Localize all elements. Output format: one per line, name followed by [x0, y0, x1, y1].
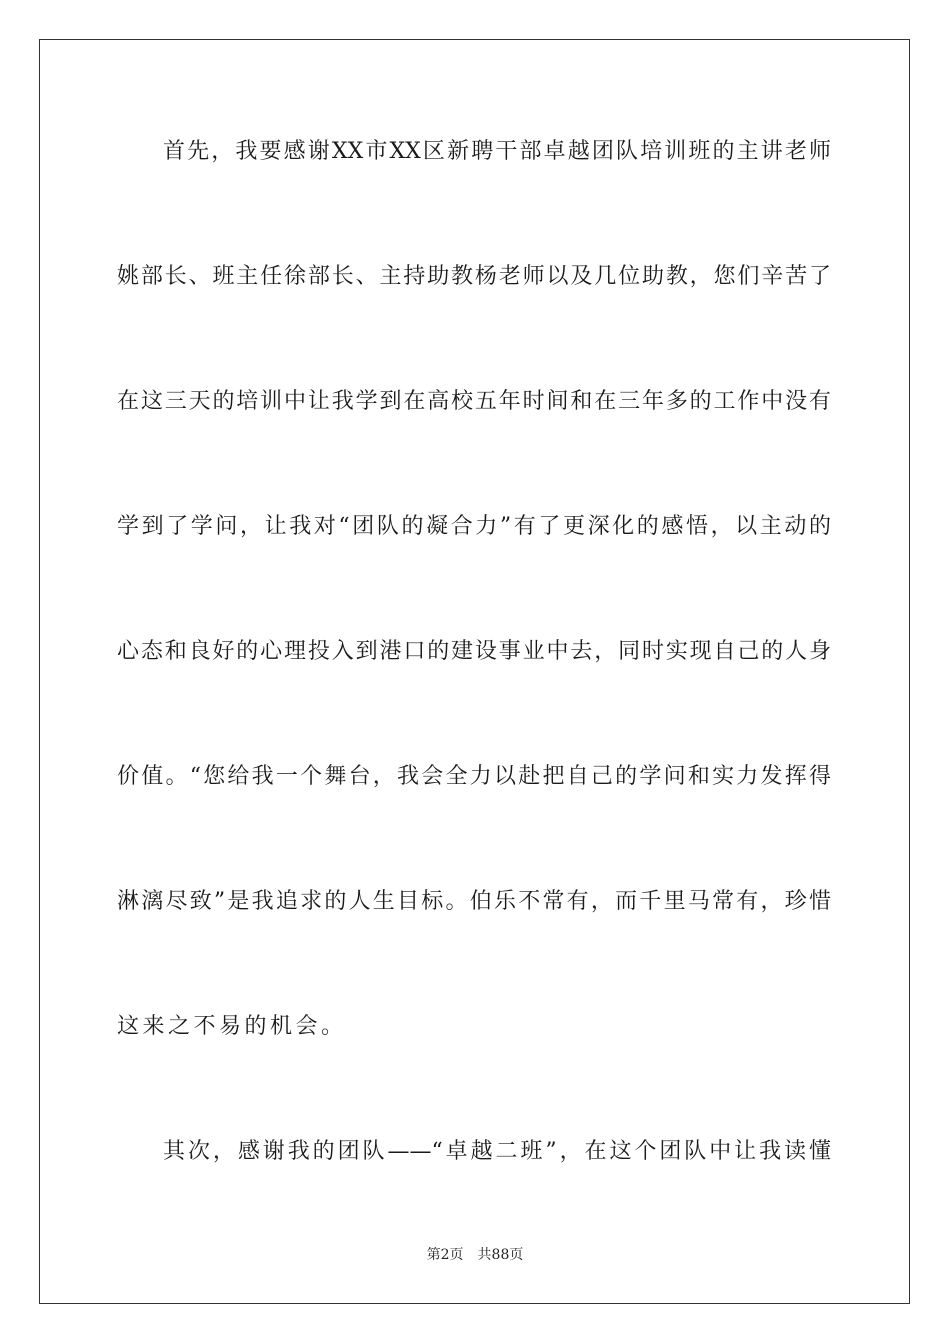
- page-border: [39, 39, 910, 1304]
- page-total: 共88页: [477, 1247, 524, 1263]
- paragraph-1-line-1: 首先，我要感谢XX市XX区新聘干部卓越团队培训班的主讲老师: [163, 139, 831, 164]
- paragraph-1-line-8: 这来之不易的机会。: [117, 1014, 347, 1039]
- page-footer: [0, 1246, 950, 1264]
- page-number: 第2页: [426, 1247, 464, 1263]
- paragraph-1-line-7: 淋漓尽致”是我追求的人生目标。伯乐不常有，而千里马常有，珍惜: [117, 889, 831, 914]
- paragraph-2-line-1: 其次，感谢我的团队——“卓越二班”，在这个团队中让我读懂: [163, 1139, 831, 1164]
- paragraph-1-line-4: 学到了学问，让我对“团队的凝合力”有了更深化的感悟，以主动的: [117, 514, 831, 539]
- paragraph-1-line-6: 价值。“您给我一个舞台，我会全力以赴把自己的学问和实力发挥得: [117, 764, 831, 789]
- paragraph-1-line-3: 在这三天的培训中让我学到在高校五年时间和在三年多的工作中没有: [117, 389, 831, 414]
- paragraph-1-line-5: 心态和良好的心理投入到港口的建设事业中去，同时实现自己的人身: [117, 639, 831, 664]
- paragraph-1-line-2: 姚部长、班主任徐部长、主持助教杨老师以及几位助教，您们辛苦了: [117, 264, 831, 289]
